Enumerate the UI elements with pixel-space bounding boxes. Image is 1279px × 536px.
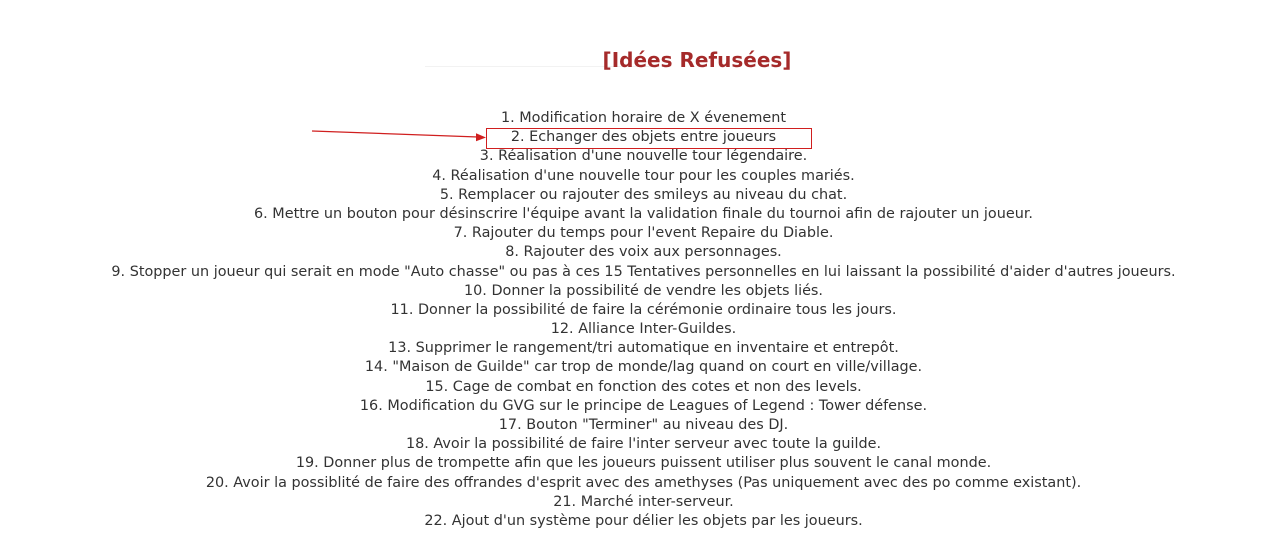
list-item: 4. Réalisation d'une nouvelle tour pour les couples mariés. [432, 167, 855, 184]
list-item: 15. Cage de combat en fonction des cotes et non des levels. [425, 378, 862, 395]
list-item: 2. Echanger des objets entre joueurs [510, 129, 777, 146]
list-item: 11. Donner la possibilité de faire la cérémonie ordinaire tous les jours. [390, 301, 897, 318]
list-item: 21. Marché inter-serveur. [553, 493, 734, 510]
page-title: [Idées Refusées] [602, 48, 792, 72]
list-item: 8. Rajouter des voix aux personnages. [505, 244, 782, 261]
list-item: 14. "Maison de Guilde" car trop de monde/lag quand on court en ville/village. [364, 359, 923, 376]
list-item: 6. Mettre un bouton pour désinscrire l'équipe avant la validation finale du tournoi afin de rajouter un joueur. [254, 205, 1033, 222]
list-item: 9. Stopper un joueur qui serait en mode "Auto chasse" ou pas à ces 15 Tentatives personnelles en lui laissant la possibilité d'aider d'autres joueurs. [111, 263, 1176, 280]
highlight-box [486, 128, 812, 149]
list-item: 12. Alliance Inter-Guildes. [550, 321, 737, 338]
list-item: 17. Bouton "Terminer" au niveau des DJ. [498, 417, 789, 433]
list-item: 1. Modification horaire de X évenement [500, 110, 787, 126]
list-item: 19. Donner plus de trompette afin que les joueurs puissent utiliser plus souvent le canal monde. [295, 455, 992, 472]
list-item: 3. Réalisation d'une nouvelle tour légendaire. [479, 148, 808, 165]
list-item: 20. Avoir la possiblité de faire des offrandes d'esprit avec des amethyses (Pas uniquement avec des po comme existant). [205, 474, 1082, 491]
list-item: 5. Remplacer ou rajouter des smileys au niveau du chat. [439, 186, 848, 203]
list-item: 18. Avoir la possibilité de faire l'inter serveur avec toute la guilde. [405, 436, 882, 453]
list-item: 7. Rajouter du temps pour l'event Repaire du Diable. [453, 225, 834, 242]
refused-ideas-list [0, 109, 1279, 531]
list-item: 13. Supprimer le rangement/tri automatique en inventaire et entrepôt. [388, 340, 899, 357]
list-item: 22. Ajout d'un système pour délier les objets par les joueurs. [424, 512, 863, 529]
list-item: 10. Donner la possibilité de vendre les objets liés. [463, 282, 824, 299]
list-item: 16. Modification du GVG sur le principe de Leagues of Legend : Tower défense. [359, 397, 928, 414]
